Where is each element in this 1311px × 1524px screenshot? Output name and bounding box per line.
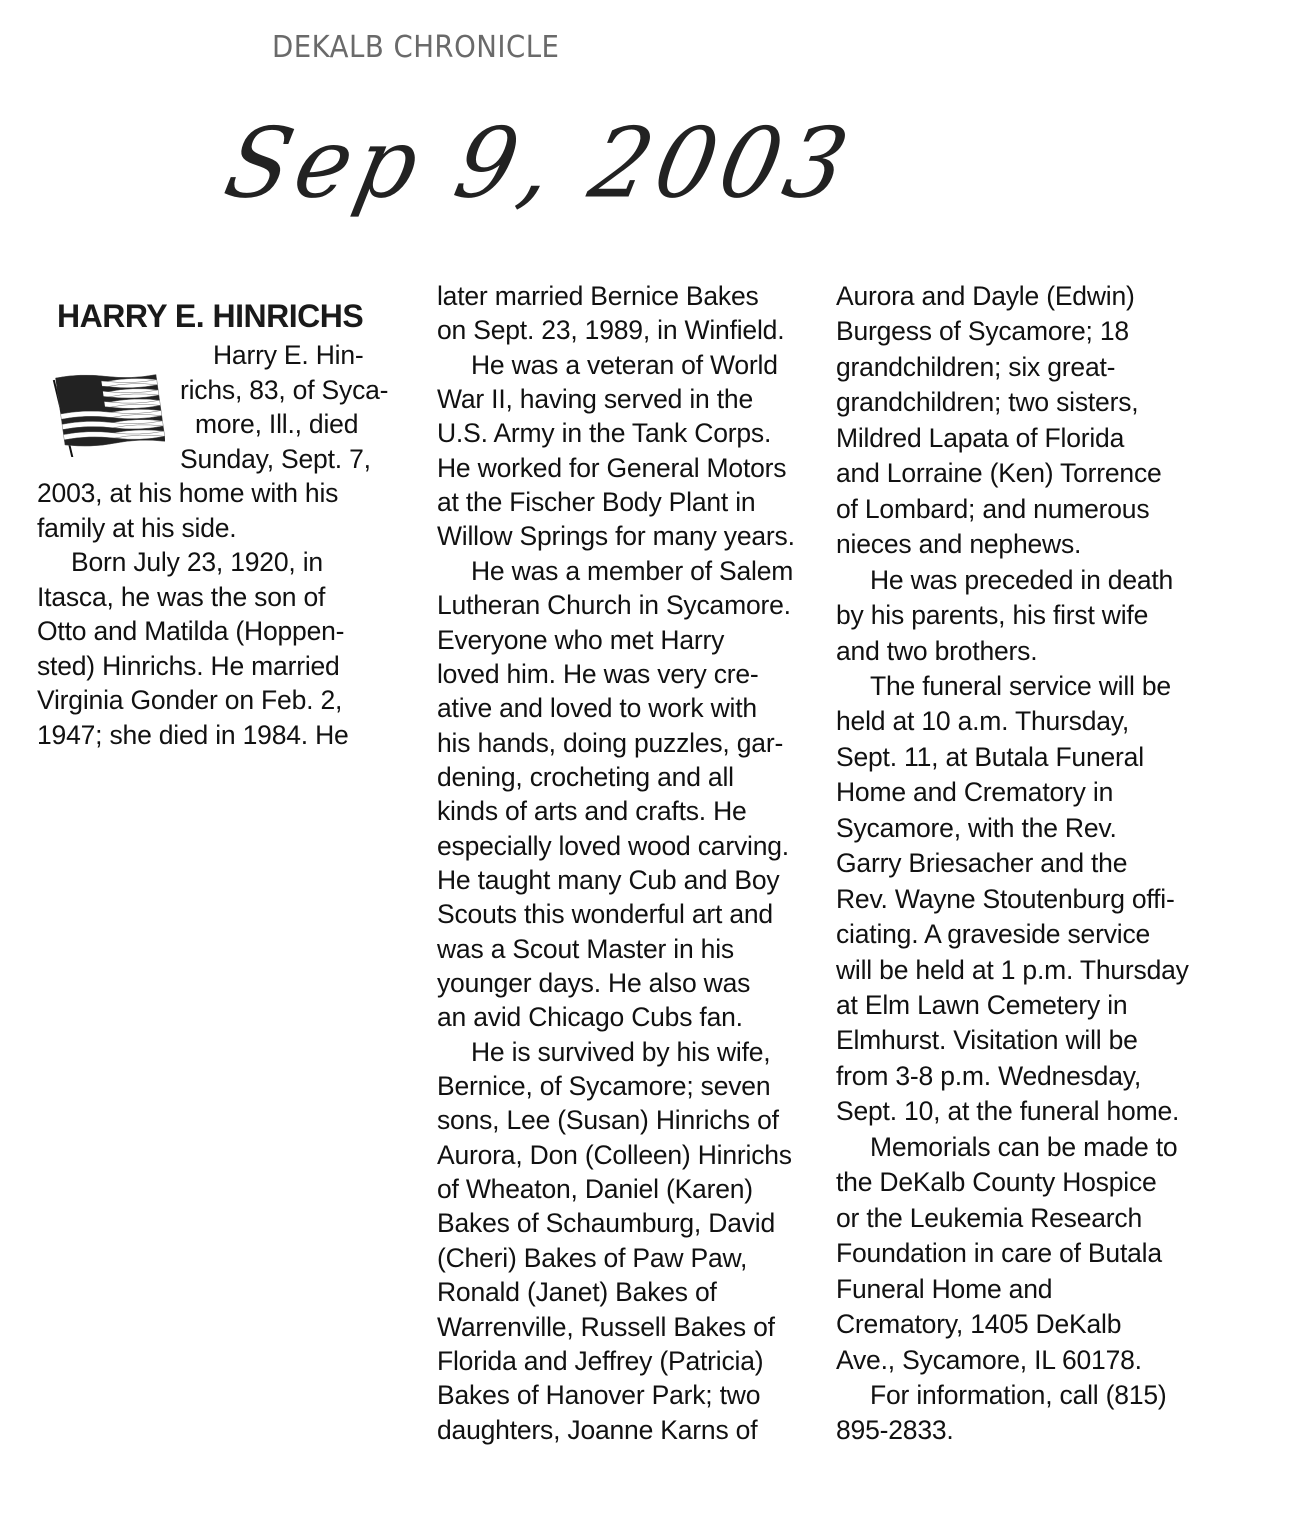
text-line: Ronald (Janet) Bakes of <box>437 1277 717 1308</box>
text-line: He worked for General Motors <box>437 452 787 483</box>
text-line: family at his side. <box>37 512 237 543</box>
text-line: grandchildren; two sisters, <box>836 387 1139 418</box>
text-line: For information, call (815) <box>870 1379 1167 1410</box>
text-line: and two brothers. <box>836 635 1038 666</box>
text-line: Warrenville, Russell Bakes of <box>437 1311 775 1342</box>
text-line: Crematory, 1405 DeKalb <box>836 1309 1122 1340</box>
text-line: Otto and Matilda (Hoppen- <box>37 616 345 646</box>
text-line: of Lombard; and numerous <box>836 493 1150 524</box>
text-line: held at 10 a.m. Thursday, <box>836 706 1130 737</box>
text-line: sted) Hinrichs. He married <box>37 650 340 681</box>
text-line: U.S. Army in the Tank Corps. <box>437 418 772 449</box>
text-line: Ave., Sycamore, IL 60178. <box>836 1344 1142 1375</box>
text-line: kinds of arts and crafts. He <box>437 796 747 827</box>
text-line: Sunday, Sept. 7, <box>180 443 371 474</box>
text-line: at the Fischer Body Plant in <box>437 487 756 518</box>
text-line: 895-2833. <box>836 1415 954 1446</box>
text-line: at Elm Lawn Cemetery in <box>836 990 1128 1020</box>
text-line: He was a veteran of World <box>471 349 778 380</box>
text-line: The funeral service will be <box>870 670 1171 701</box>
text-line: Burgess of Sycamore; 18 <box>836 316 1129 347</box>
text-line: nieces and nephews. <box>836 529 1082 560</box>
text-line: ative and loved to work with <box>437 693 757 724</box>
text-line: He taught many Cub and Boy <box>437 864 780 895</box>
text-line: 1947; she died in 1984. He <box>37 719 349 750</box>
text-line: and Lorraine (Ken) Torrence <box>836 458 1162 489</box>
text-line: on Sept. 23, 1989, in Winfield. <box>437 315 785 346</box>
masthead: DEKALB CHRONICLE <box>272 30 560 65</box>
text-line: later married Bernice Bakes <box>437 281 759 311</box>
text-line: 2003, at his home with his <box>37 478 339 508</box>
text-line: Sycamore, with the Rev. <box>836 812 1117 843</box>
text-line: daughters, Joanne Karns of <box>437 1414 758 1445</box>
text-line: or the Leukemia Research <box>836 1202 1143 1233</box>
text-line: Bernice, of Sycamore; seven <box>437 1071 771 1102</box>
text-line: more, Ill., died <box>195 409 359 439</box>
text-line: dening, crocheting and all <box>437 761 734 792</box>
text-line: Everyone who met Harry <box>437 624 725 655</box>
text-line: grandchildren; six great- <box>836 351 1116 382</box>
text-line: an avid Chicago Cubs fan. <box>437 1002 743 1033</box>
text-line: the DeKalb County Hospice <box>836 1167 1157 1198</box>
text-line: from 3-8 p.m. Wednesday, <box>836 1060 1141 1091</box>
text-line: Harry E. Hin- <box>213 340 364 370</box>
text-line: Willow Springs for many years. <box>437 521 795 552</box>
text-line: Itasca, he was the son of <box>37 581 326 612</box>
text-line: loved him. He was very cre- <box>437 658 759 689</box>
text-line: Aurora, Don (Colleen) Hinrichs <box>437 1139 792 1170</box>
text-line: especially loved wood carving. <box>437 830 789 861</box>
text-line: Home and Crematory in <box>836 777 1114 808</box>
text-line: his hands, doing puzzles, gar- <box>437 727 784 758</box>
text-line: Sept. 11, at Butala Funeral <box>836 741 1144 772</box>
text-line: richs, 83, of Syca- <box>180 374 389 405</box>
text-line: Rev. Wayne Stoutenburg offi- <box>836 883 1175 914</box>
text-line: Born July 23, 1920, in <box>71 547 323 577</box>
text-line: Florida and Jeffrey (Patricia) <box>437 1345 764 1376</box>
text-line: Virginia Gonder on Feb. 2, <box>37 685 343 715</box>
text-line: Elmhurst. Visitation will be <box>836 1025 1138 1056</box>
text-line: He is survived by his wife, <box>471 1036 771 1067</box>
handwritten-date: Sep 9, 2003 <box>216 107 863 220</box>
text-line: Garry Briesacher and the <box>836 848 1128 879</box>
american-flag-icon <box>40 362 165 457</box>
text-line: Bakes of Hanover Park; two <box>437 1380 761 1411</box>
text-line: Memorials can be made to <box>870 1131 1178 1162</box>
text-line: Lutheran Church in Sycamore. <box>437 590 791 621</box>
text-line: He was preceded in death <box>870 564 1174 595</box>
text-line: Foundation in care of Butala <box>836 1238 1162 1269</box>
text-line: Scouts this wonderful art and <box>437 899 773 930</box>
text-line: by his parents, his first wife <box>836 600 1149 631</box>
text-line: Aurora and Dayle (Edwin) <box>836 281 1135 311</box>
text-line: He was a member of Salem <box>471 555 794 586</box>
text-line: younger days. He also was <box>437 968 751 998</box>
text-line: Funeral Home and <box>836 1273 1053 1304</box>
text-line: War II, having served in the <box>437 384 753 415</box>
text-line: (Cheri) Bakes of Paw Paw, <box>437 1242 748 1273</box>
obituary-headline: HARRY E. HINRICHS <box>57 298 364 334</box>
text-line: Mildred Lapata of Florida <box>836 422 1125 453</box>
text-line: Sept. 10, at the funeral home. <box>836 1096 1180 1127</box>
text-line: of Wheaton, Daniel (Karen) <box>437 1174 753 1205</box>
text-line: Bakes of Schaumburg, David <box>437 1208 776 1239</box>
text-line: sons, Lee (Susan) Hinrichs of <box>437 1105 779 1136</box>
text-line: was a Scout Master in his <box>437 933 734 964</box>
text-line: will be held at 1 p.m. Thursday <box>836 954 1189 985</box>
text-line: ciating. A graveside service <box>836 919 1151 950</box>
